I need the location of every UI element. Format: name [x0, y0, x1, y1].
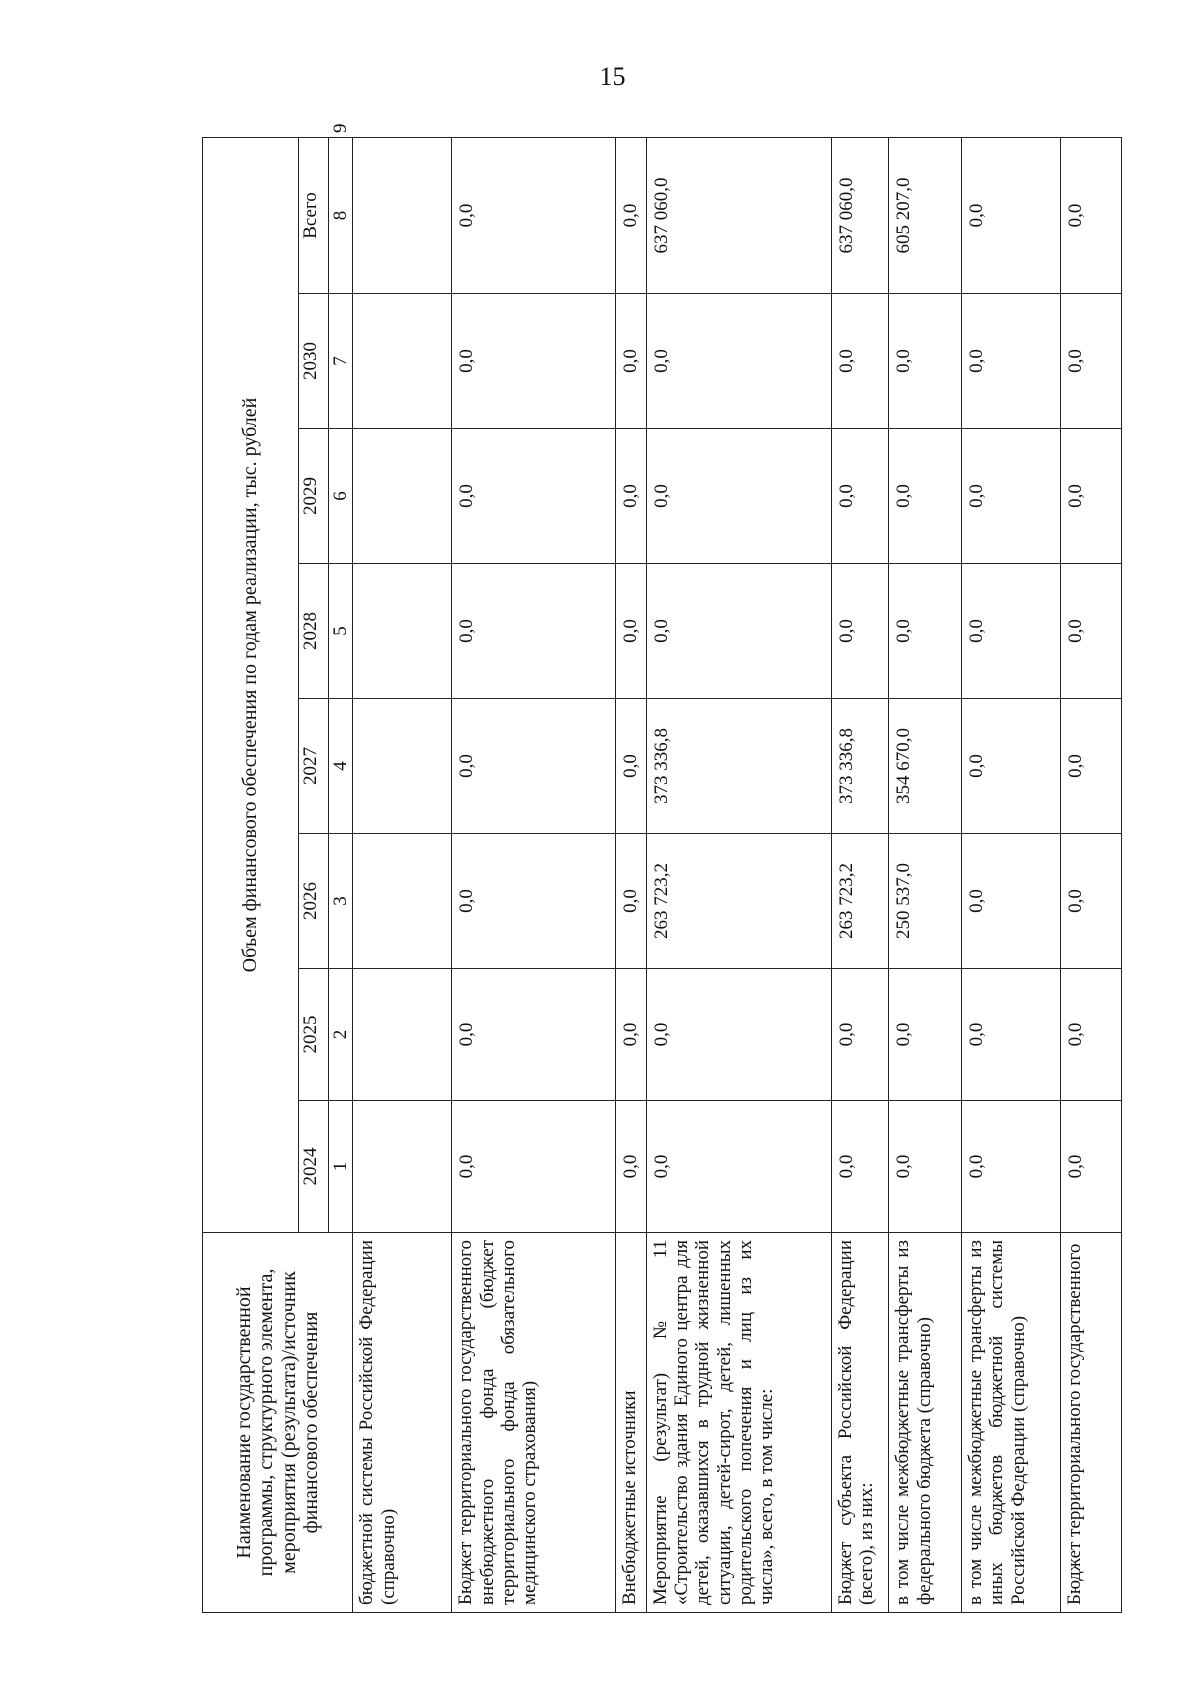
- year-header: 2030: [299, 294, 329, 429]
- value-cell: 0,0: [889, 294, 962, 429]
- year-header: 2026: [299, 834, 329, 969]
- value-cell: 0,0: [615, 294, 646, 429]
- column-number: 5: [329, 564, 353, 699]
- value-cell: 263 723,2: [646, 834, 831, 969]
- page-number: 15: [599, 62, 626, 91]
- value-cell: 0,0: [1061, 1101, 1122, 1233]
- value-cell: 0,0: [452, 564, 615, 699]
- column-numbers-row: 1 2 3 4 5 6 7 8 9: [329, 137, 353, 1612]
- year-header: 2025: [299, 969, 329, 1101]
- value-cell: 373 336,8: [832, 699, 889, 834]
- value-cell: 0,0: [615, 137, 646, 293]
- row-name: Бюджет территориального государственного: [1061, 1233, 1122, 1613]
- table-row: [1061, 137, 1122, 1612]
- value-cell: 0,0: [889, 1101, 962, 1233]
- value-cell: 0,0: [452, 294, 615, 429]
- value-cell: [353, 294, 452, 429]
- value-cell: 0,0: [615, 1101, 646, 1233]
- value-cell: 0,0: [1061, 699, 1122, 834]
- column-number: 7: [329, 294, 353, 429]
- column-number: 8: [329, 137, 353, 293]
- value-cell: 0,0: [832, 564, 889, 699]
- year-header: 2024: [299, 1101, 329, 1233]
- value-cell: 0,0: [646, 294, 831, 429]
- row-name: Бюджет территориального государственного внебюджетного фонда (бюджет территориального фонда обязательного медицинского страхования): [452, 1233, 615, 1613]
- table-row: [452, 137, 615, 1612]
- table-row: [832, 137, 889, 1612]
- value-cell: 0,0: [452, 699, 615, 834]
- table-row: [646, 137, 831, 1612]
- value-cell: 0,0: [1061, 429, 1122, 564]
- volume-header: Объем финансового обеспечения по годам реализации, тыс. рублей: [203, 137, 299, 1232]
- value-cell: [353, 564, 452, 699]
- value-cell: 0,0: [962, 429, 1061, 564]
- value-cell: 0,0: [452, 429, 615, 564]
- value-cell: 0,0: [962, 1101, 1061, 1233]
- table-row: [353, 137, 452, 1612]
- column-number: 6: [329, 429, 353, 564]
- value-cell: 0,0: [962, 699, 1061, 834]
- value-cell: 0,0: [962, 834, 1061, 969]
- year-header: 2028: [299, 564, 329, 699]
- column-number: 4: [329, 699, 353, 834]
- value-cell: [353, 699, 452, 834]
- value-cell: 0,0: [1061, 969, 1122, 1101]
- row-name: Мероприятие (результат) № 11 «Строительство здания Единого центра для детей, оказавшихся в трудной жизненной ситуации, детей-сирот, детей, лишенных родительского попечения и лиц из их числа», всего, в том числе:: [646, 1233, 831, 1613]
- value-cell: 0,0: [615, 699, 646, 834]
- value-cell: 0,0: [832, 429, 889, 564]
- value-cell: 0,0: [452, 834, 615, 969]
- value-cell: 0,0: [646, 1101, 831, 1233]
- table-body: [353, 137, 1122, 1612]
- value-cell: 0,0: [962, 137, 1061, 293]
- value-cell: 250 537,0: [889, 834, 962, 969]
- value-cell: 0,0: [832, 969, 889, 1101]
- column-number: 1: [329, 1101, 353, 1233]
- year-header: 2027: [299, 699, 329, 834]
- value-cell: [353, 834, 452, 969]
- value-cell: 0,0: [1061, 137, 1122, 293]
- value-cell: 0,0: [889, 969, 962, 1101]
- value-cell: 637 060,0: [832, 137, 889, 293]
- value-cell: 0,0: [962, 969, 1061, 1101]
- value-cell: 637 060,0: [646, 137, 831, 293]
- value-cell: 0,0: [646, 969, 831, 1101]
- value-cell: [353, 969, 452, 1101]
- year-header: Всего: [299, 137, 329, 293]
- value-cell: 0,0: [889, 564, 962, 699]
- year-header: 2029: [299, 429, 329, 564]
- value-cell: 354 670,0: [889, 699, 962, 834]
- value-cell: [353, 429, 452, 564]
- column-number: 2: [329, 969, 353, 1101]
- value-cell: 0,0: [1061, 834, 1122, 969]
- row-name: Внебюджетные источники: [615, 1233, 646, 1613]
- row-name: в том числе межбюджетные трансферты из федерального бюджета (справочно): [889, 1233, 962, 1613]
- rotated-table-container: [202, 123, 1122, 1613]
- value-cell: 0,0: [832, 1101, 889, 1233]
- table-row: [615, 137, 646, 1612]
- row-name: Бюджет субъекта Российской Федерации (всего), из них:: [832, 1233, 889, 1613]
- value-cell: 0,0: [889, 429, 962, 564]
- value-cell: 0,0: [1061, 564, 1122, 699]
- value-cell: 0,0: [646, 429, 831, 564]
- value-cell: 0,0: [615, 429, 646, 564]
- value-cell: 0,0: [832, 294, 889, 429]
- value-cell: 605 207,0: [889, 137, 962, 293]
- value-cell: 0,0: [452, 1101, 615, 1233]
- financing-table: [202, 123, 1122, 1613]
- value-cell: 0,0: [615, 834, 646, 969]
- value-cell: 0,0: [962, 564, 1061, 699]
- row-name: бюджетной системы Российской Федерации (справочно): [353, 1233, 452, 1613]
- value-cell: 263 723,2: [832, 834, 889, 969]
- value-cell: [353, 1101, 452, 1233]
- value-cell: 0,0: [962, 294, 1061, 429]
- value-cell: 0,0: [646, 564, 831, 699]
- column-number: 3: [329, 834, 353, 969]
- value-cell: 0,0: [452, 137, 615, 293]
- row-name: в том числе межбюджетные трансферты из иных бюджетов бюджетной системы Российской Федерации (справочно): [962, 1233, 1061, 1613]
- value-cell: [353, 137, 452, 293]
- value-cell: 0,0: [615, 969, 646, 1101]
- value-cell: 373 336,8: [646, 699, 831, 834]
- table-row: [962, 137, 1061, 1612]
- value-cell: 0,0: [1061, 294, 1122, 429]
- value-cell: 0,0: [615, 564, 646, 699]
- table-row: [889, 137, 962, 1612]
- value-cell: 0,0: [452, 969, 615, 1101]
- name-column-header: Наименование государственной программы, структурного элемента, мероприятия (результата)/источник финансового обеспечения: [203, 1233, 353, 1613]
